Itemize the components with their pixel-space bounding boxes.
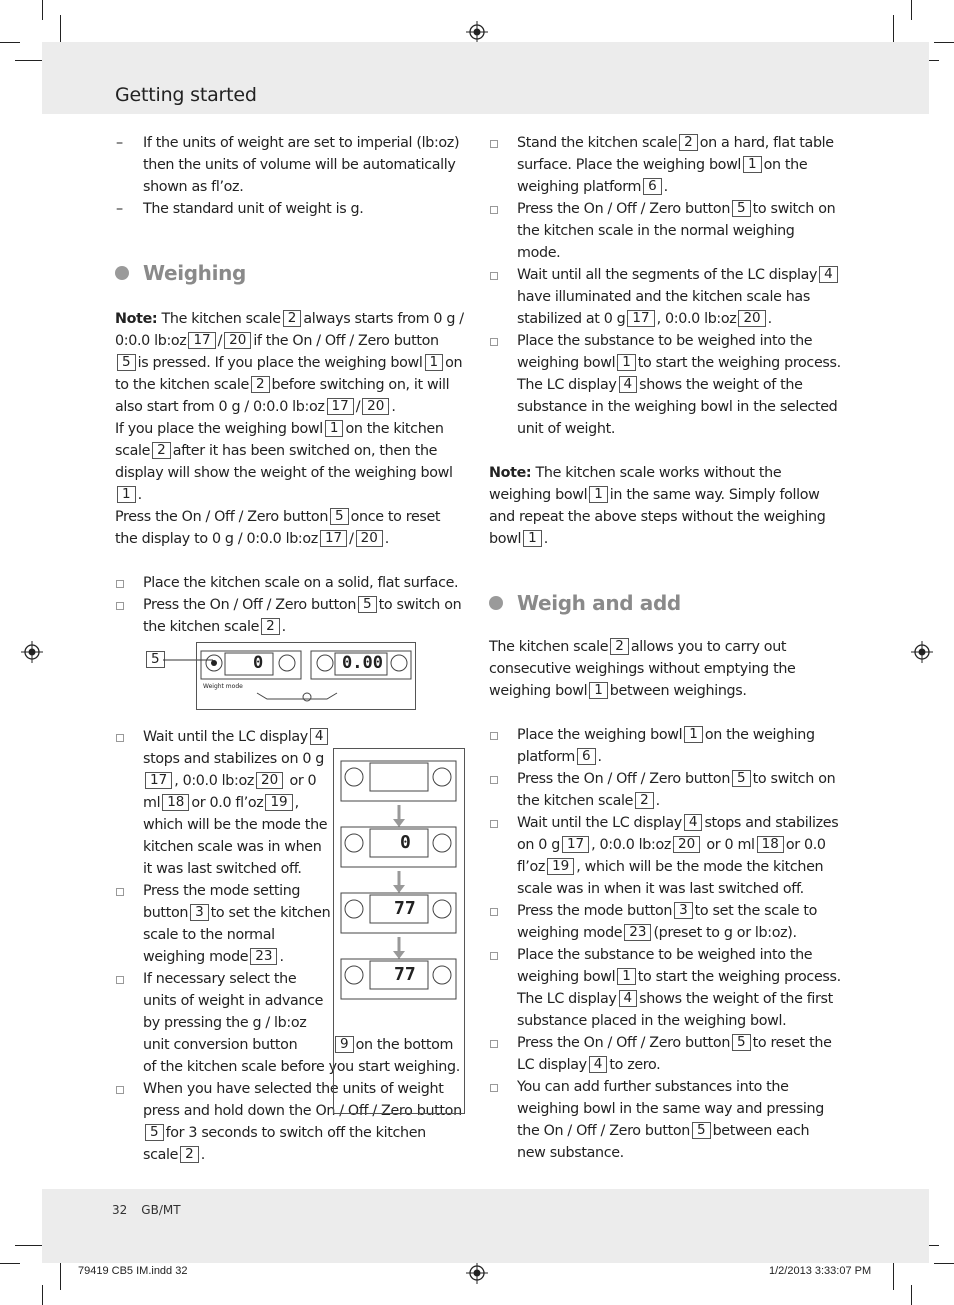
section-heading-weigh-and-add: Weigh and add [489, 590, 841, 616]
crop-mark [911, 0, 912, 20]
registration-mark-icon [466, 1262, 488, 1284]
footer-band [42, 1189, 929, 1263]
list-item: Place the substance to be weighed into the weighing bowl 1 to start the weighing process. The LC display 4 shows the weight of the substance in the weighing bowl in the selected unit of weight. [489, 330, 841, 440]
paragraph: Press the On / Off / Zero button 5 once to reset the display to 0 g / 0:0.0 lb:oz 17 / 20 . [115, 508, 441, 547]
figure-caption: Weight mode [203, 683, 243, 690]
crop-mark [60, 1260, 61, 1290]
crop-mark [15, 60, 45, 61]
figure-callout: 5 [146, 651, 165, 668]
list-item: Press the On / Off / Zero button 5 to switch on the kitchen scale in the normal weighing mode. [489, 198, 841, 264]
list-item: – If the units of weight are set to imperial (lb:oz) then the units of volume will be automatically shown as fl’oz. [116, 135, 460, 195]
lcd-reading: 77 [394, 898, 416, 919]
paragraph: If you place the weighing bowl 1 on the kitchen scale 2 after it has been switched on, then the display will show the weight of the weighing bowl 1 . [115, 420, 453, 503]
list-item: Press the On / Off / Zero button 5 to reset the LC display 4 to zero. [489, 1032, 841, 1076]
crop-mark [15, 1245, 45, 1246]
crop-mark [911, 1285, 912, 1305]
slug-right: 1/2/2013 3:33:07 PM [769, 1265, 872, 1277]
bullet-dot-icon [489, 596, 503, 610]
registration-mark-icon [911, 641, 933, 663]
list-item: Press the On / Off / Zero button 5 to switch on the kitchen scale 2 . [115, 594, 465, 638]
note-paragraph: Note: The kitchen scale 2 always starts from 0 g / 0:0.0 lb:oz 17 / 20 if the On / Off / Zero button 5 is pressed. If you place the weighing bowl 1 on to the kitchen scale 2 before switching on, it will also start from 0 g / 0:0.0 lb:oz 17 / 20 . [115, 310, 464, 415]
crop-mark [42, 1285, 43, 1305]
bullet-dot-icon [115, 266, 129, 280]
lcd-reading: 0 [400, 832, 411, 853]
list-item: Place the weighing bowl 1 on the weighing platform 6 . [489, 724, 841, 768]
registration-mark-icon [21, 641, 43, 663]
display-sequence-illustration [334, 749, 464, 1113]
list-item: Press the mode setting button 3 to set the kitchen scale to the normal weighing mode 23 . [115, 880, 333, 968]
list-item: Place the substance to be weighed into the weighing bowl 1 to start the weighing process. The LC display 4 shows the weight of the first substance placed in the weighing bowl. [489, 944, 841, 1032]
list-item: Press the mode button 3 to set the scale to weighing mode 23 (preset to g or lb:oz). [489, 900, 841, 944]
list-item: When you have selected the units of weight press and hold down the On / Off / Zero button5 for 3 seconds to switch off the kitchen scale 2 . [115, 1078, 465, 1166]
list-item: Wait until all the segments of the LC display 4have illuminated and the kitchen scale has stabilized at 0 g 17 , 0:0.0 lb:oz 20 . [489, 264, 841, 330]
scale-panel-figure [196, 642, 416, 710]
lcd-reading: 0 [253, 653, 264, 673]
display-sequence-figure [333, 748, 465, 1114]
note-paragraph: Note: The kitchen scale works without the weighing bowl 1 in the same way. Simply follow and repeat the above steps without the weighing bowl 1 . [489, 465, 826, 547]
list-item: Wait until the LC display 4 stops and stabilizes on 0 g 17 , 0:0.0 lb:oz 20 or 0 ml 18 or 0.0 fl’oz 19 , which will be the mode the kitchen scale was in when it was last switched off. [489, 812, 841, 900]
list-item: Wait until the LC display 4stops and stabilizes on 0 g17 , 0:0.0 lb:oz 20 or 0 ml 18 or 0.0 fl’oz 19 , which will be the mode the kitchen scale was in when it was last switched off. [115, 726, 333, 880]
crop-mark [60, 15, 61, 45]
list-item: You can add further substances into the weighing bowl in the same way and pressing the On / Off / Zero button 5 between each new substance. [489, 1076, 841, 1164]
slug-left: 79419 CB5 IM.indd 32 [78, 1265, 188, 1277]
crop-mark [42, 0, 43, 20]
page-number: 32 GB/MT [112, 1203, 181, 1217]
list-item: Place the kitchen scale on a solid, flat surface. [115, 572, 465, 594]
lcd-reading: 0.00 [342, 653, 383, 673]
section-heading-weighing: Weighing [115, 260, 465, 286]
crop-mark [0, 42, 20, 43]
crop-mark [0, 1263, 20, 1264]
crop-mark [934, 1263, 954, 1264]
registration-mark-icon [466, 21, 488, 43]
right-column [489, 132, 841, 1164]
lcd-reading: 77 [394, 964, 416, 985]
page-title: Getting started [115, 84, 257, 106]
crop-mark [893, 1260, 894, 1290]
list-item: Stand the kitchen scale 2 on a hard, flat table surface. Place the weighing bowl 1 on the weighing platform 6 . [489, 132, 841, 198]
crop-mark [934, 42, 954, 43]
list-item: If necessary select the units of weight in advance by pressing the g / lb:oz unit conversion button 9 on the bottom of the kitchen scale before you start weighing. [115, 968, 465, 1078]
list-item: – The standard unit of weight is g. [116, 201, 364, 217]
crop-mark [893, 15, 894, 45]
paragraph: The kitchen scale 2 allows you to carry out consecutive weighings without emptying the weighing bowl 1 between weighings. [489, 638, 796, 699]
list-item: Press the On / Off / Zero button 5 to switch on the kitchen scale 2 . [489, 768, 841, 812]
